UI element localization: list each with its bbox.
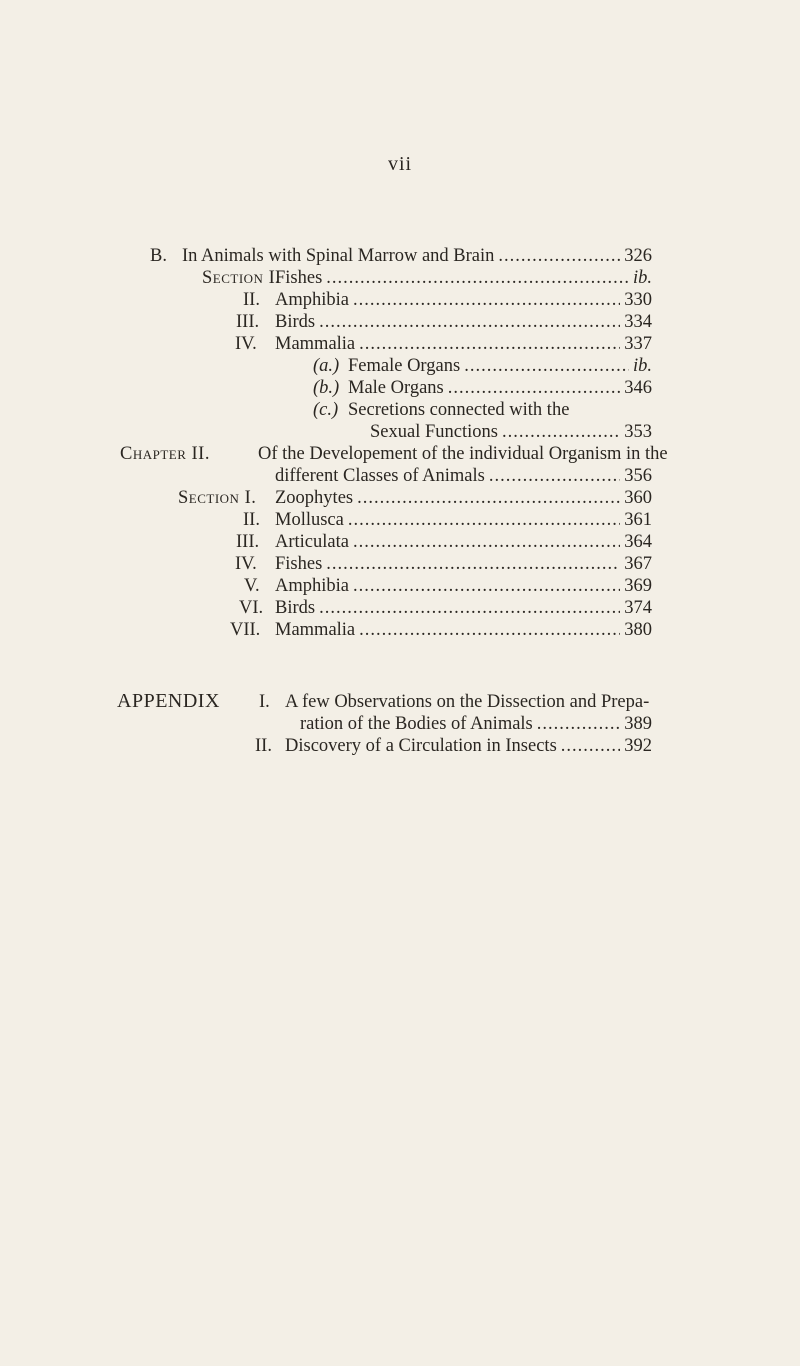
entry-title: Mammalia <box>275 620 356 640</box>
entry-title: Amphibia <box>275 290 349 310</box>
entry-title: different Classes of Animals <box>275 466 485 486</box>
toc-subentry <box>348 377 652 399</box>
entry-title: Sexual Functions <box>370 422 498 442</box>
part-b-marker: B. <box>150 246 167 266</box>
chapter-title-line1: Of the Developement of the individual Organism in the <box>258 444 668 464</box>
toc-entry <box>275 597 652 619</box>
toc-entry-appendix-i <box>300 713 652 735</box>
toc-entry-chapter-ii <box>275 465 652 487</box>
entry-title: Articulata <box>275 532 349 552</box>
entry-num: III. <box>236 312 260 332</box>
entry-page: 380 <box>624 620 652 640</box>
entry-page: ib. <box>632 268 652 288</box>
toc-entry <box>275 267 652 289</box>
entry-num: II. <box>243 510 260 530</box>
toc-subentry <box>370 421 652 443</box>
chapter-label: Chapter II. <box>120 444 210 464</box>
appendix-title-line1: A few Observations on the Dissection and Prepa- <box>285 692 650 712</box>
entry-title: Male Organs <box>348 378 444 398</box>
entry-title: Mammalia <box>275 334 356 354</box>
subentry-mark: (a.) <box>313 356 340 376</box>
page-number: vii <box>387 153 413 175</box>
entry-num: Section I. <box>178 488 257 508</box>
entry-title: Mollusca <box>275 510 344 530</box>
entry-title: Female Organs <box>348 356 461 376</box>
toc-entry <box>275 553 652 575</box>
entry-page: 330 <box>624 290 652 310</box>
toc-entry <box>275 487 652 509</box>
entry-num: IV. <box>235 334 257 354</box>
entry-title: Zoophytes <box>275 488 354 508</box>
appendix-label: APPENDIX <box>117 690 220 712</box>
entry-page: 346 <box>624 378 652 398</box>
entry-num: II. <box>243 290 260 310</box>
entry-page: 374 <box>624 598 652 618</box>
subentry-mark: (c.) <box>313 400 339 420</box>
entry-page: 361 <box>624 510 652 530</box>
entry-title: Amphibia <box>275 576 349 596</box>
subentry-title-line1: Secretions connected with the <box>348 400 570 420</box>
entry-title: ration of the Bodies of Animals <box>300 714 533 734</box>
toc-subentry <box>348 355 652 377</box>
entry-page: 364 <box>624 532 652 552</box>
entry-page: 389 <box>624 714 652 734</box>
entry-title: Fishes <box>275 554 323 574</box>
entry-title: Birds <box>275 312 316 332</box>
toc-entry-appendix-ii <box>285 735 652 757</box>
entry-num: III. <box>236 532 260 552</box>
entry-page: 369 <box>624 576 652 596</box>
toc-entry <box>275 289 652 311</box>
toc-entry <box>275 311 652 333</box>
entry-num: I. <box>259 692 270 712</box>
entry-num: II. <box>255 736 272 756</box>
toc-entry <box>275 575 652 597</box>
entry-page: 334 <box>624 312 652 332</box>
entry-page: 337 <box>624 334 652 354</box>
subentry-mark: (b.) <box>313 378 340 398</box>
entry-title: In Animals with Spinal Marrow and Brain <box>182 246 495 266</box>
entry-page: 367 <box>624 554 652 574</box>
entry-num: VI. <box>239 598 264 618</box>
entry-page: 353 <box>624 422 652 442</box>
entry-page: 356 <box>624 466 652 486</box>
entry-title: Fishes <box>275 268 323 288</box>
entry-title: Birds <box>275 598 316 618</box>
entry-num: VII. <box>230 620 261 640</box>
entry-page: 392 <box>624 736 652 756</box>
entry-title: Discovery of a Circulation in Insects <box>285 736 557 756</box>
toc-entry <box>275 333 652 355</box>
entry-num: V. <box>244 576 260 596</box>
entry-num: IV. <box>235 554 257 574</box>
entry-num: Section I. <box>202 268 281 288</box>
toc-entry-part-b <box>182 245 652 267</box>
toc-entry <box>275 509 652 531</box>
entry-page: 326 <box>624 246 652 266</box>
toc-entry <box>275 619 652 641</box>
toc-entry <box>275 531 652 553</box>
entry-page: 360 <box>624 488 652 508</box>
entry-page: ib. <box>632 356 652 376</box>
